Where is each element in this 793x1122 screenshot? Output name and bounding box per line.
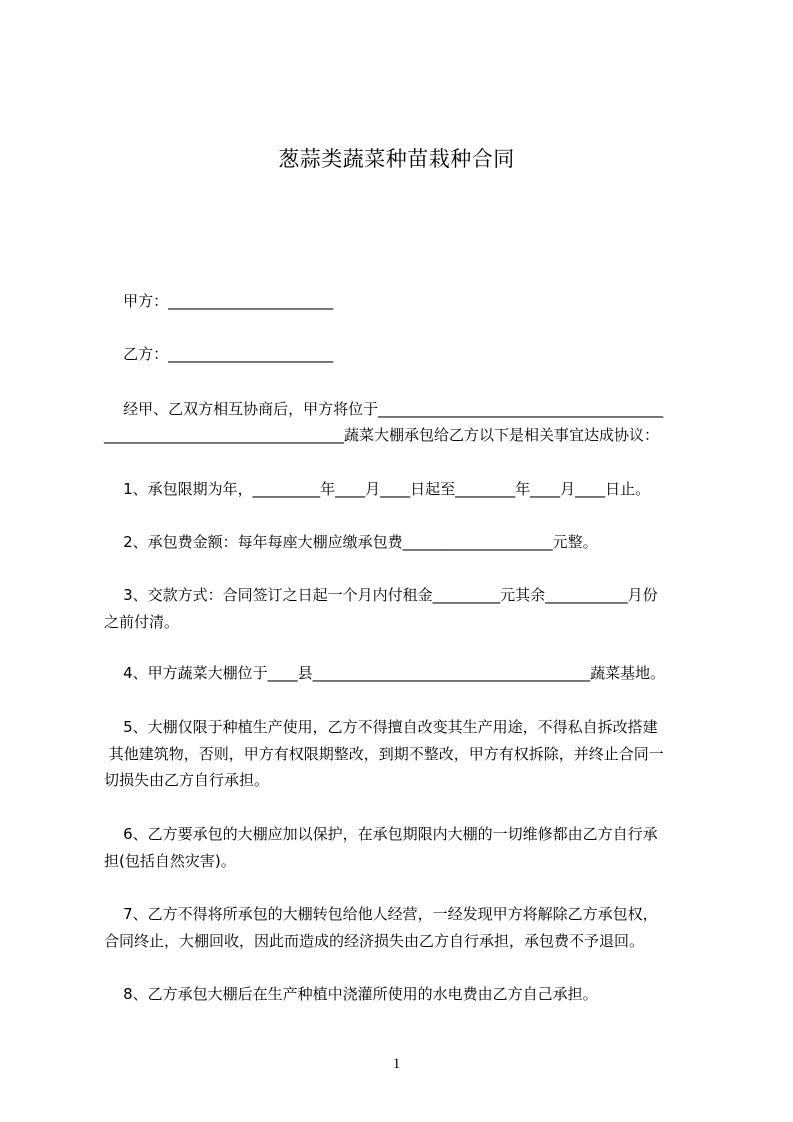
- party-b-line: 乙方：______________________: [104, 345, 334, 363]
- party-a-line: 甲方：______________________: [104, 292, 334, 310]
- clause-2: 2、承包费金额：每年每座大棚应缴承包费____________________元整。: [104, 533, 598, 551]
- clause-5-line-3: 切损失由乙方自行承担。: [104, 771, 270, 789]
- clause-3-line-1: 3、交款方式：合同签订之日起一个月内付租金_________元其余___________月份: [104, 586, 658, 604]
- page-number: 1: [392, 1056, 401, 1072]
- clause-6-line-1: 6、乙方要承包的大棚应加以保护，在承包期限内大棚的一切维修都由乙方自行承: [104, 825, 658, 843]
- clause-5-line-1: 5、大棚仅限于种植生产使用，乙方不得擅自改变其生产用途，不得私自拆改搭建: [104, 718, 658, 736]
- clause-7-line-1: 7、乙方不得将所承包的大棚转包给他人经营，一经发现甲方将解除乙方承包权，: [104, 905, 658, 923]
- clause-1: 1、承包限期为年，_________年____月____日起至________年____月____日止。: [104, 480, 651, 498]
- clause-4: 4、甲方蔬菜大棚位于____县_____________________________________蔬菜基地。: [104, 664, 666, 682]
- clause-3-line-2: 之前付清。: [104, 613, 180, 631]
- document-title: 葱蒜类蔬菜种苗栽种合同: [278, 147, 515, 171]
- intro-line-1: 经甲、乙双方相互协商后，甲方将位于______________________________________: [104, 400, 664, 418]
- clause-7-line-2: 合同终止，大棚回收，因此而造成的经济损失由乙方自行承担，承包费不予退回。: [104, 932, 645, 950]
- intro-line-2: ________________________________蔬菜大棚承包给乙方以下是相关事宜达成协议：: [104, 426, 660, 444]
- clause-8: 8、乙方承包大棚后在生产种植中浇灌所使用的水电费由乙方自己承担。: [104, 985, 598, 1003]
- clause-5-line-2: 其他建筑物，否则，甲方有权限期整改，到期不整改，甲方有权拆除，并终止合同一: [104, 745, 664, 763]
- clause-6-line-2: 担(包括自然灾害)。: [104, 852, 236, 870]
